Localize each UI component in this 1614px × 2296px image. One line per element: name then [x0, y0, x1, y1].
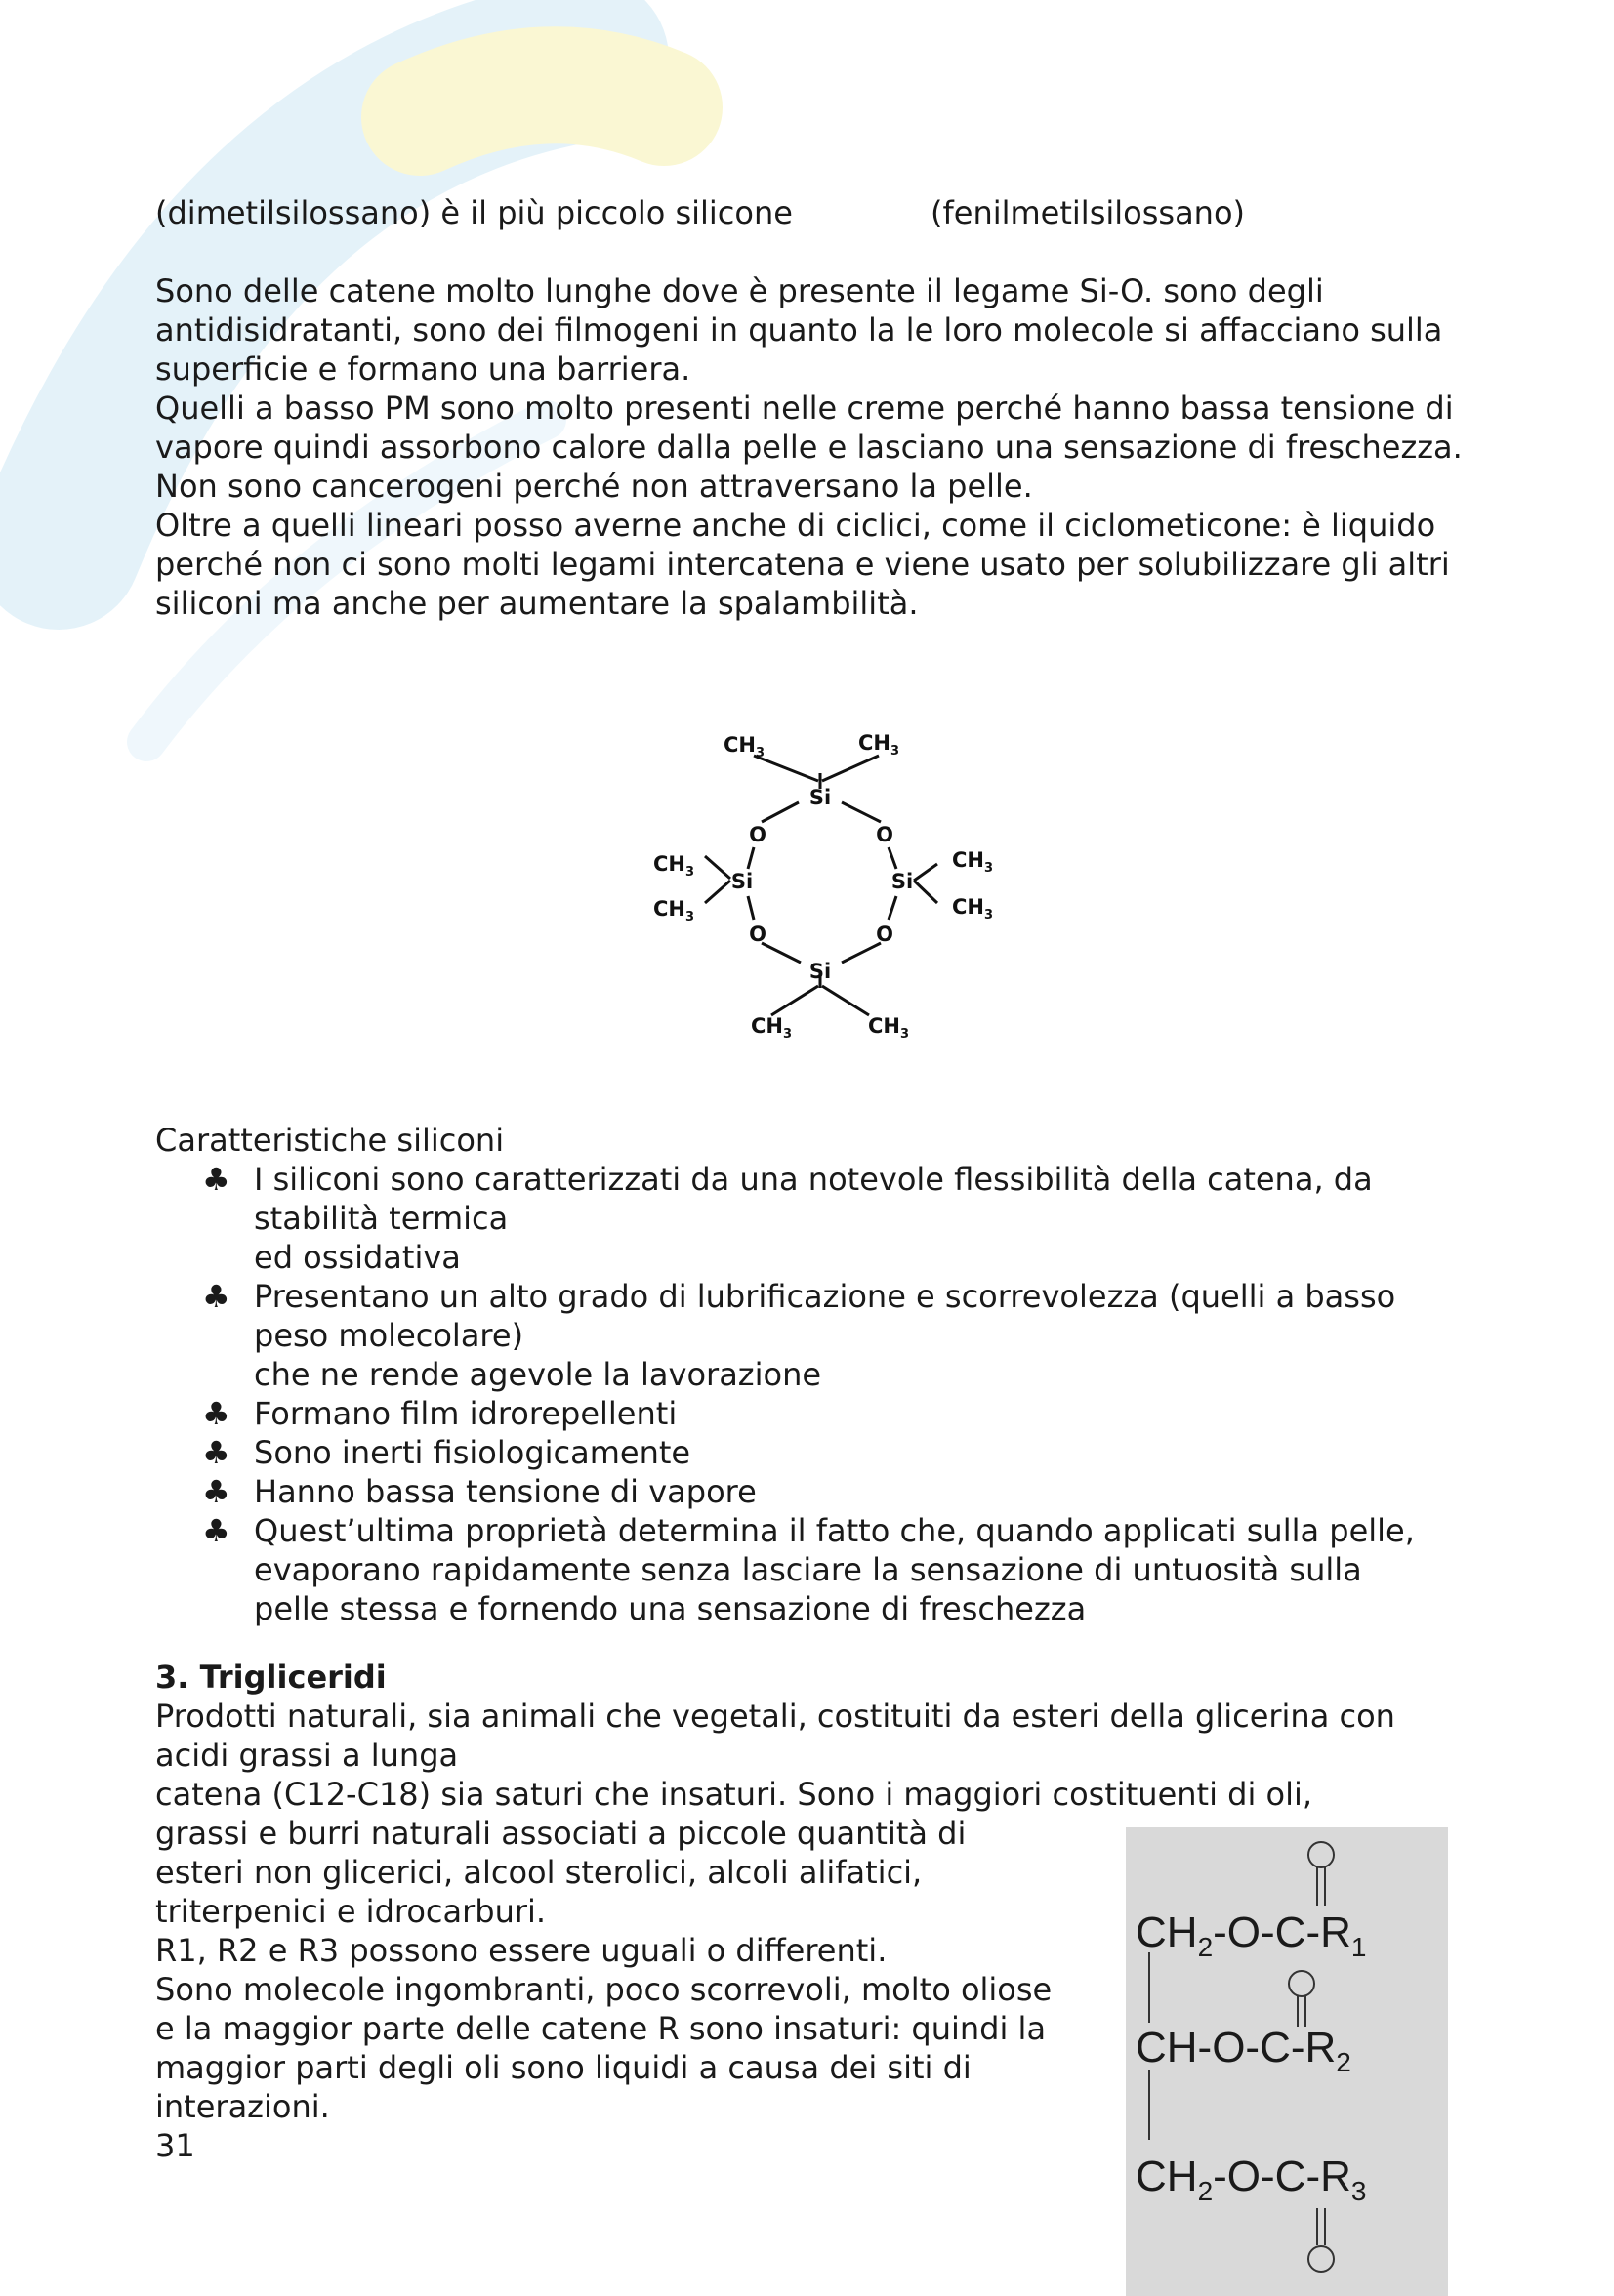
ch3-label: $CH_3$: [652, 852, 695, 880]
si-label: Si: [890, 870, 914, 893]
club-bullet-icon: ♣: [202, 1434, 230, 1471]
club-bullet-icon: ♣: [202, 1278, 230, 1315]
ch3-label: $CH_3$: [857, 731, 900, 758]
si-label: Si: [730, 870, 754, 893]
ch3-label: $CH_3$: [951, 895, 994, 922]
intro-paragraph: Quelli a basso PM sono molto presenti nelle creme perché hanno bassa tensione di vapore quindi assorbono calore dalla pelle e lasciano una sensazione di freschezza.: [155, 390, 1463, 466]
characteristics-list: [202, 1160, 1491, 1628]
club-bullet-icon: ♣: [202, 1395, 230, 1432]
club-bullet-icon: ♣: [202, 1161, 230, 1198]
o-label: O: [749, 922, 766, 946]
list-item: ♣ Hanno bassa tensione di vapore: [202, 1473, 757, 1510]
formula-row: $CH_2-O-C-R_1$: [1136, 1908, 1367, 1962]
watermark-accent: [420, 85, 664, 117]
header-right-text: (fenilmetilsilossano): [931, 194, 1246, 231]
si-label: Si: [808, 960, 832, 983]
section-heading: 3. Trigliceridi: [155, 1659, 387, 1696]
list-item: ♣ Formano film idrorepellenti: [202, 1395, 678, 1432]
triglyceride-formula: [1126, 1827, 1448, 2296]
list-item: ♣ I siliconi sono caratterizzati da una notevole flessibilità della catena, da stabilità termica ed ossidativa: [202, 1161, 1373, 1276]
ch3-label: $CH_3$: [750, 1014, 793, 1042]
formula-row: $CH-O-C-R_2$: [1136, 2024, 1351, 2077]
ch3-label: $CH_3$: [951, 848, 994, 876]
list-item: ♣ Sono inerti fisiologicamente: [202, 1434, 691, 1471]
intro-paragraph: Oltre a quelli lineari posso averne anche di ciclici, come il ciclometicone: è liquido perché non ci sono molti legami intercatena e viene usato per solubilizzare gli altri siliconi ma anche per aumentare la spalambilità.: [155, 507, 1450, 622]
o-label: O: [876, 922, 893, 946]
ch3-label: $CH_3$: [867, 1014, 910, 1042]
page-number: 31: [155, 2127, 195, 2164]
intro-paragraph: Sono delle catene molto lunghe dove è presente il legame Si-O. sono degli antidisidratanti, sono dei filmogeni in quanto la le loro molecole si affacciano sulla superficie e formano una barriera.: [155, 272, 1443, 388]
si-label: Si: [808, 786, 832, 809]
list-item: ♣ Quest’ultima proprietà determina il fatto che, quando applicati sulla pelle, evaporano rapidamente senza lasciare la sensazione di untuosità sulla pelle stessa e fornendo una sensazione di freschezza: [202, 1512, 1415, 1627]
cyclomethicone-structure: [625, 722, 1035, 1045]
characteristics-title: Caratteristiche siliconi: [155, 1122, 505, 1159]
list-item: ♣ Presentano un alto grado di lubrificazione e scorrevolezza (quelli a basso peso molecolare) che ne rende agevole la lavorazione: [202, 1278, 1396, 1393]
club-bullet-icon: ♣: [202, 1512, 230, 1549]
formula-row: $CH_2-O-C-R_3$: [1136, 2152, 1367, 2206]
o-label: O: [876, 823, 893, 846]
ch3-label: $CH_3$: [723, 733, 766, 760]
intro-section: [155, 271, 1522, 623]
ch3-label: $CH_3$: [652, 897, 695, 924]
header-left-text: (dimetilsilossano) è il più piccolo silicone: [155, 194, 793, 231]
club-bullet-icon: ♣: [202, 1473, 230, 1510]
intro-paragraph: Non sono cancerogeni perché non attraversano la pelle.: [155, 468, 1033, 505]
o-label: O: [749, 823, 766, 846]
triglycerides-text: Prodotti naturali, sia animali che vegetali, costituiti da esteri della glicerina con acidi grassi a lunga catena (C12-C18) sia saturi che insaturi. Sono i maggiori costituenti di oli, grassi e burri naturali associati a piccole quantità di esteri non glicerici, alcool sterolici, alcoli alifatici, triterpenici e idrocarburi. R1, R2 e R3 possono essere uguali o differenti. Sono molecole ingombranti, poco scorrevoli, molto oliose e la maggior parte delle catene R sono insaturi: quindi la maggior parti degli oli sono liquidi a causa dei siti di interazioni.: [155, 1698, 1395, 2125]
